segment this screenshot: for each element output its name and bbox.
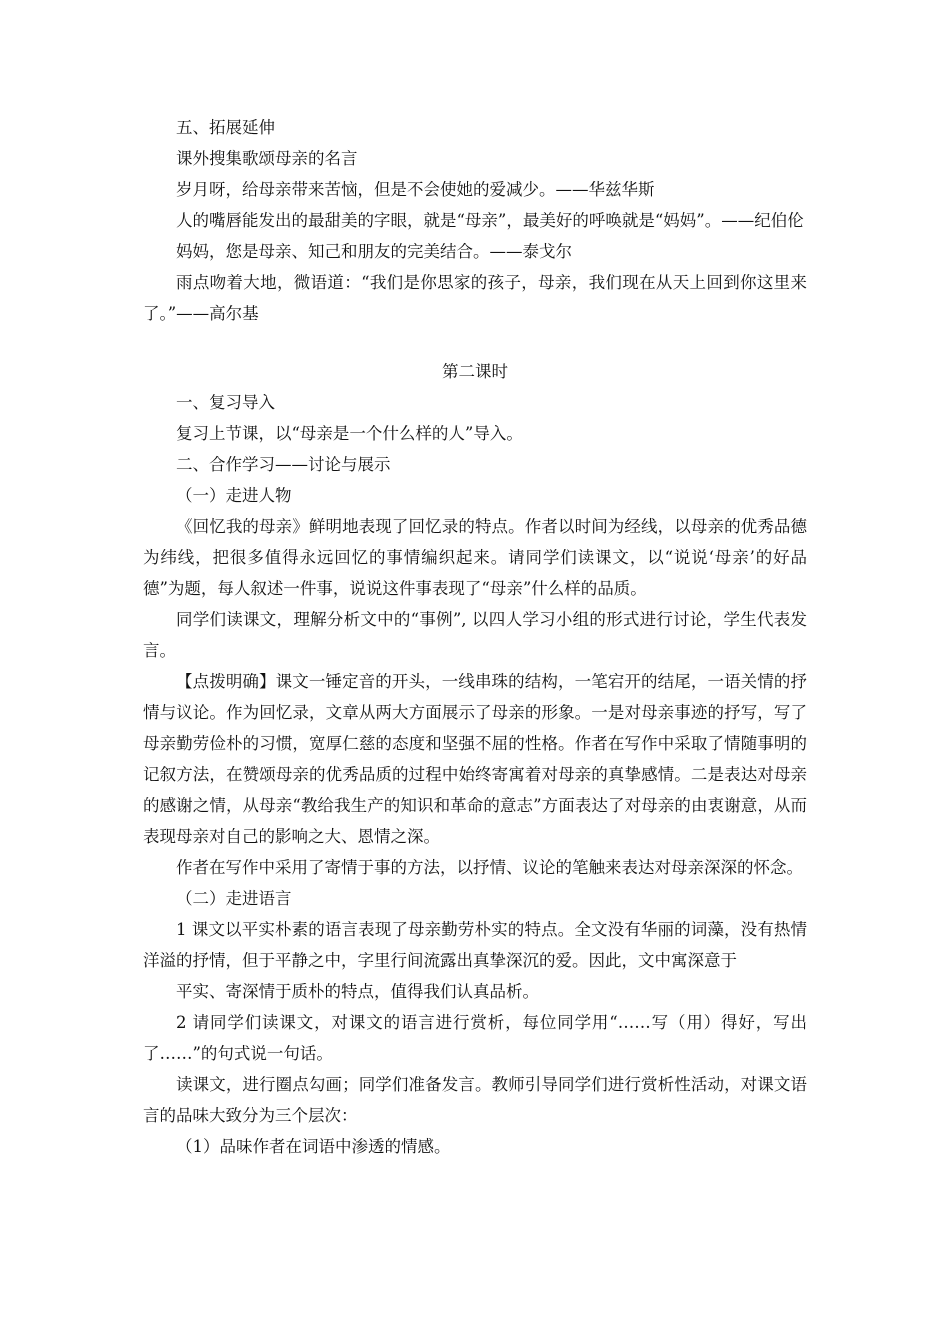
quote-wordsworth: 岁月呀，给母亲带来苦恼，但是不会使她的爱减少。——华兹华斯 [176,180,655,199]
section-heading-extension: 五、拓展延伸 [176,118,275,137]
quote-gibran: 人的嘴唇能发出的最甜美的字眼，就是“母亲”，最美好的呼唤就是“妈妈”。——纪伯伦 [176,211,804,230]
part1-paragraph-3: 【点拨明确】课文一锤定音的开头，一线串珠的结构，一笔宕开的结尾，一语关情的抒情与议论。作为回忆录，文章从两大方面展示了母亲的形象。一是对母亲事迹的抒写，写了母亲勤劳俭朴的习惯，宽厚仁慈的态度和坚强不屈的性格。作者在写作中采取了情随事明的记叙方法，在赞颂母亲的优秀品质的过程中始终寄寓着对母亲的真挚感情。二是表达对母亲的感谢之情，从母亲“教给我生产的知识和革命的意志”方面表达了对母亲的由衷谢意，从而表现母亲对自己的影响之大、恩情之深。 [143,672,807,846]
quote-tagore: 妈妈，您是母亲、知己和朋友的完美结合。——泰戈尔 [176,242,572,261]
part1-paragraph-4: 作者在写作中采用了寄情于事的方法，以抒情、议论的笔触来表达对母亲深深的怀念。 [176,858,803,877]
part1-paragraph-1: 《回忆我的母亲》鲜明地表现了回忆录的特点。作者以时间为经线，以母亲的优秀品德为纬线，把很多值得永远回忆的事情编织起来。请同学们读课文，以“说说‘母亲’的好品德”为题，每人叙述一件事，说说这件事表现了“母亲”什么样的品质。 [143,517,807,598]
part2-paragraph-3: 读课文，进行圈点勾画；同学们准备发言。教师引导同学们进行赏析性活动，对课文语言的品味大致分为三个层次： [143,1075,807,1125]
part1-heading: （一）走进人物 [176,486,292,505]
part2-heading: （二）走进语言 [176,889,292,908]
part2-paragraph-1b: 平实、寄深情于质朴的特点，值得我们认真品析。 [176,982,539,1001]
review-heading: 一、复习导入 [176,393,275,412]
part1-paragraph-2: 同学们读课文，理解分析文中的“事例”, 以四人学习小组的形式进行讨论，学生代表发言。 [143,610,807,660]
quote-gorky: 雨点吻着大地，微语道：“我们是你思家的孩子，母亲，我们现在从天上回到你这里来了。”——高尔基 [143,273,807,323]
part2-paragraph-4: （1）品味作者在词语中渗透的情感。 [176,1137,451,1156]
lesson-title: 第二课时 [442,362,508,381]
part2-paragraph-2: 2 请同学们读课文，对课文的语言进行赏析，每位同学用“……写（用）得好，写出了……”的句式说一句话。 [143,1013,807,1063]
document-body [143,112,807,1162]
section-intro: 课外搜集歌颂母亲的名言 [176,149,358,168]
review-text: 复习上节课，以“母亲是一个什么样的人”导入。 [176,424,523,443]
part2-paragraph-1: 1 课文以平实朴素的语言表现了母亲勤劳朴实的特点。全文没有华丽的词藻，没有热情洋溢的抒情，但于平静之中，字里行间流露出真挚深沉的爱。因此，文中寓深意于 [143,920,807,970]
cooperative-heading: 二、合作学习——讨论与展示 [176,455,391,474]
